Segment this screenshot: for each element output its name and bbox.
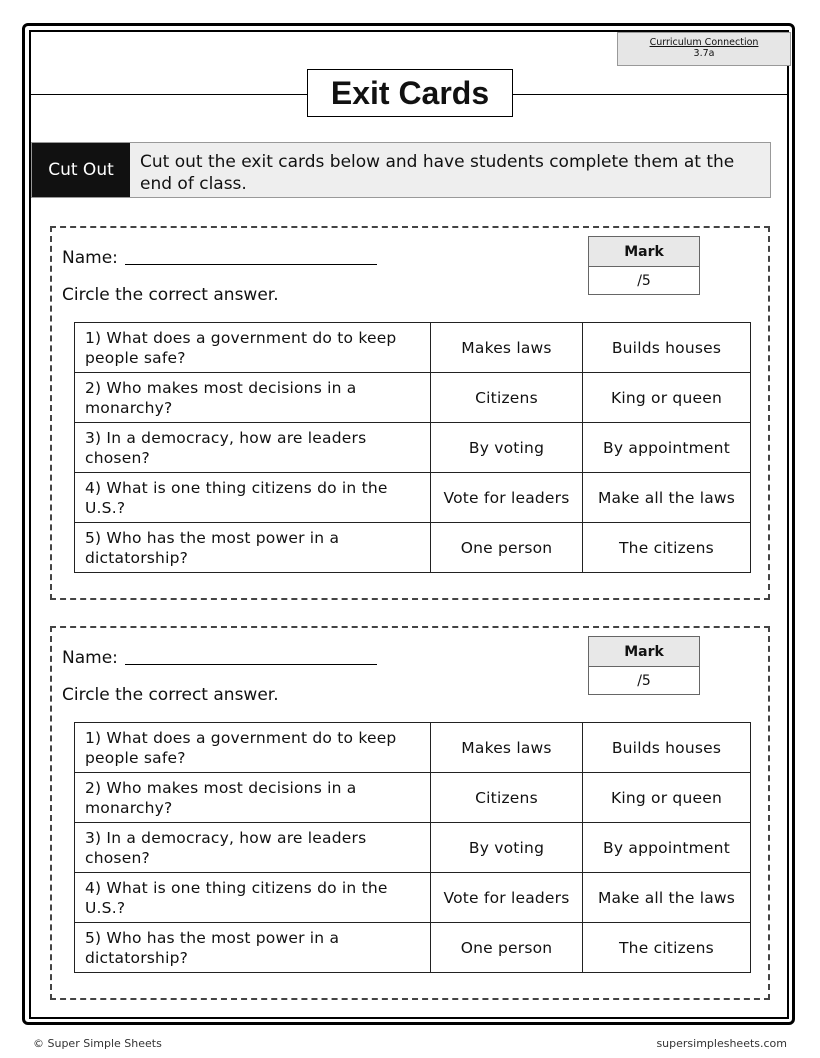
answer-option[interactable]: The citizens — [583, 923, 751, 973]
name-label: Name: — [62, 248, 118, 268]
question-text: 2) Who makes most decisions in a monarchy? — [75, 773, 431, 823]
question-table — [74, 322, 751, 573]
instruction-bar — [31, 142, 771, 198]
question-text: 3) In a democracy, how are leaders chosen? — [75, 823, 431, 873]
question-text: 4) What is one thing citizens do in the U.S.? — [75, 873, 431, 923]
mark-label: Mark — [589, 237, 699, 267]
answer-option[interactable]: Vote for leaders — [431, 473, 583, 523]
name-blank-line[interactable] — [125, 648, 377, 665]
instruction-text: Cut out the exit cards below and have students complete them at the end of class. — [140, 152, 735, 194]
card-instruction: Circle the correct answer. — [62, 285, 279, 305]
question-text: 2) Who makes most decisions in a monarchy? — [75, 373, 431, 423]
answer-option[interactable]: One person — [431, 523, 583, 573]
answer-option[interactable]: Citizens — [431, 773, 583, 823]
name-blank-line[interactable] — [125, 248, 377, 265]
answer-option[interactable]: Builds houses — [583, 723, 751, 773]
mark-score: /5 — [637, 273, 651, 289]
mark-label: Mark — [589, 637, 699, 667]
answer-option[interactable]: Citizens — [431, 373, 583, 423]
footer-website: supersimplesheets.com — [656, 1037, 787, 1050]
mark-box — [588, 236, 700, 295]
answer-option[interactable]: By voting — [431, 823, 583, 873]
answer-option[interactable]: The citizens — [583, 523, 751, 573]
curriculum-label: Curriculum Connection — [649, 37, 759, 48]
answer-option[interactable]: Vote for leaders — [431, 873, 583, 923]
name-label: Name: — [62, 648, 118, 668]
answer-option[interactable]: Builds houses — [583, 323, 751, 373]
name-field — [62, 248, 377, 268]
answer-option[interactable]: Makes laws — [431, 723, 583, 773]
question-text: 1) What does a government do to keep people safe? — [75, 723, 431, 773]
answer-option[interactable]: Make all the laws — [583, 873, 751, 923]
curriculum-connection — [617, 32, 791, 66]
question-text: 4) What is one thing citizens do in the U.S.? — [75, 473, 431, 523]
question-text: 5) Who has the most power in a dictatorship? — [75, 923, 431, 973]
table-row — [75, 823, 751, 873]
instruction-label: Cut Out — [32, 143, 130, 197]
question-table — [74, 722, 751, 973]
table-row — [75, 773, 751, 823]
table-row — [75, 423, 751, 473]
answer-option[interactable]: King or queen — [583, 373, 751, 423]
curriculum-code: 3.7a — [693, 48, 715, 59]
answer-option[interactable]: By appointment — [583, 423, 751, 473]
answer-option[interactable]: King or queen — [583, 773, 751, 823]
table-row — [75, 873, 751, 923]
answer-option[interactable]: By voting — [431, 423, 583, 473]
answer-option[interactable]: By appointment — [583, 823, 751, 873]
question-text: 1) What does a government do to keep people safe? — [75, 323, 431, 373]
exit-card — [50, 226, 770, 600]
table-row — [75, 323, 751, 373]
question-text: 5) Who has the most power in a dictatorship? — [75, 523, 431, 573]
page-title: Exit Cards — [307, 69, 513, 117]
answer-option[interactable]: Make all the laws — [583, 473, 751, 523]
mark-box — [588, 636, 700, 695]
table-row — [75, 473, 751, 523]
table-row — [75, 923, 751, 973]
footer-copyright: © Super Simple Sheets — [33, 1037, 162, 1050]
answer-option[interactable]: Makes laws — [431, 323, 583, 373]
card-instruction: Circle the correct answer. — [62, 685, 279, 705]
table-row — [75, 723, 751, 773]
exit-card — [50, 626, 770, 1000]
question-text: 3) In a democracy, how are leaders chosen? — [75, 423, 431, 473]
name-field — [62, 648, 377, 668]
table-row — [75, 523, 751, 573]
answer-option[interactable]: One person — [431, 923, 583, 973]
table-row — [75, 373, 751, 423]
mark-score: /5 — [637, 673, 651, 689]
